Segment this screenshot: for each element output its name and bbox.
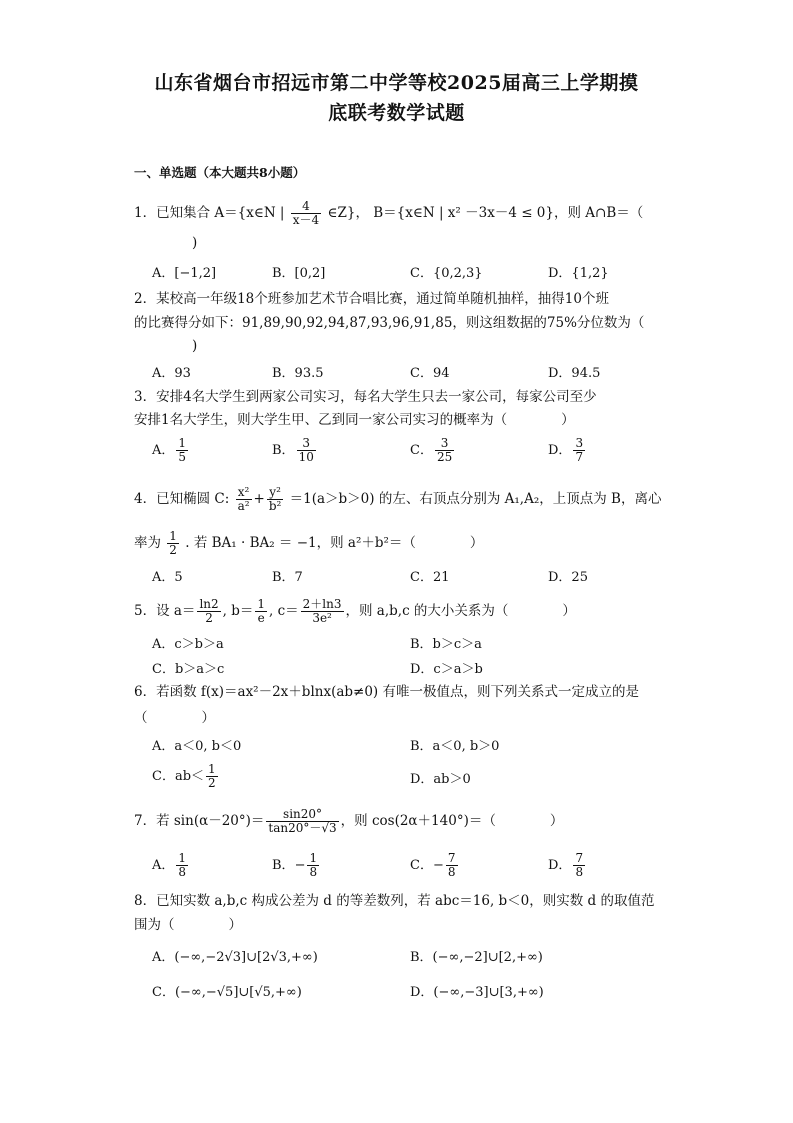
q5-option-d[interactable]: D．c＞a＞b <box>410 662 483 677</box>
q2-option-c[interactable]: C．94 <box>410 366 450 381</box>
q2-option-a[interactable]: A．93 <box>152 366 191 381</box>
q7-option-a[interactable]: A． $\frac{1}{8}$ <box>152 851 187 879</box>
q7-option-b[interactable]: B．− $\frac{1}{8}$ <box>272 851 318 879</box>
q5-option-c[interactable]: C．b＞a＞c <box>152 662 225 677</box>
q4-option-a[interactable]: A．5 <box>152 570 183 585</box>
q1-option-d[interactable]: D．{1,2} <box>548 266 609 281</box>
q5-option-b[interactable]: B．b＞c＞a <box>410 637 482 652</box>
q1-text-a: 1．已知集合 A＝{x∈N | <box>134 205 285 221</box>
q2-option-b[interactable]: B．93.5 <box>272 366 324 381</box>
question-2-line1: 2．某校高一年级18个班参加艺术节合唱比赛，通过简单随机抽样，抽得10个班 <box>134 291 609 307</box>
question-8-line2: 围为（ ） <box>134 917 242 933</box>
question-7-stem: 7．若 sin(α－20°)＝ $\frac{\sin 20^\circ}{\tan 20^\circ-√3}$ ，则 cos(2α＋140°)＝（ ） <box>134 807 564 835</box>
exam-title-line1: 山东省烟台市招远市第二中学等校2025届高三上学期摸 <box>154 72 639 94</box>
q4-option-b[interactable]: B．7 <box>272 570 303 585</box>
q4-option-c[interactable]: C．21 <box>410 570 450 585</box>
q1-option-b[interactable]: B．[0,2] <box>272 266 326 281</box>
q5-option-a[interactable]: A．c＞b＞a <box>152 637 224 652</box>
q3-option-c[interactable]: C． $\frac{3}{25}$ <box>410 436 453 464</box>
question-8-line1: 8．已知实数 a,b,c 构成公差为 d 的等差数列，若 abc＝16, b＜0，则实数 d 的取值范 <box>134 893 655 909</box>
q4-option-d[interactable]: D．25 <box>548 570 588 585</box>
question-4-line2: 率为 $\frac{1}{2}$ . 若 BA₁ · BA₂ ＝ −1，则 a²＋b²＝（ ） <box>134 529 484 557</box>
question-4-line1: 4．已知椭圆 C: $\frac{\text{x²}}{\text{a²}}$ + $\frac{\text{y²}}{\text{b²}}$ ＝1(a＞b＞0) 的左、右顶点分别为 A₁,A₂，上顶点为 B，离心 <box>134 485 662 513</box>
q1-option-c[interactable]: C．{0,2,3} <box>410 266 483 281</box>
q8-option-c[interactable]: C．(−∞,−√5]∪[√5,+∞) <box>152 985 302 1000</box>
q6-option-d[interactable]: D．ab＞0 <box>410 772 471 787</box>
section-heading: 一、单选题（本大题共8小题） <box>134 165 306 180</box>
q8-option-d[interactable]: D．(−∞,−3]∪[3,+∞) <box>410 985 544 1000</box>
q7-option-d[interactable]: D． $\frac{7}{8}$ <box>548 851 584 879</box>
q8-option-a[interactable]: A．(−∞,−2√3]∪[2√3,+∞) <box>152 950 318 965</box>
q8-option-b[interactable]: B．(−∞,−2]∪[2,+∞) <box>410 950 543 965</box>
question-3-line1: 3．安排4名大学生到两家公司实习，每名大学生只去一家公司，每家公司至少 <box>134 389 597 405</box>
q3-option-b[interactable]: B． $\frac{3}{10}$ <box>272 436 314 464</box>
question-5-stem: 5．设 a＝ $\frac{\ln 2}{2}$ , b＝ $\frac{1}{e}$ , c＝ $\frac{2+\ln 3}{\text{3e²}}$ ，则 a,b,c 的大小关系为（ ） <box>134 597 576 625</box>
q3-option-a[interactable]: A． $\frac{1}{5}$ <box>152 436 187 464</box>
q1-fraction: $\frac{4}{x-4}$ <box>292 199 320 227</box>
question-6-line1: 6．若函数 f(x)＝ax²－2x＋blnx(ab≠0) 有唯一极值点，则下列关系式一定成立的是 <box>134 684 639 700</box>
question-6-line2: （ ） <box>134 710 215 726</box>
q6-option-b[interactable]: B．a＜0, b＞0 <box>410 739 500 754</box>
q7-option-c[interactable]: C．− $\frac{7}{8}$ <box>410 851 456 879</box>
q6-option-a[interactable]: A．a＜0, b＜0 <box>152 739 242 754</box>
q1-text-b: ∈Z}， B＝{x∈N | x² －3x－4 ≤ 0}，则 A∩B＝（ <box>327 205 644 221</box>
question-2-line2: 的比赛得分如下：91,89,90,92,94,87,93,96,91,85，则这组数据的75%分位数为（ <box>134 315 645 331</box>
question-1-stem <box>134 200 643 227</box>
q1-option-a[interactable]: A．[−1,2] <box>152 266 217 281</box>
question-1-paren: ) <box>192 235 198 251</box>
q2-option-d[interactable]: D．94.5 <box>548 366 601 381</box>
q6-option-c[interactable]: C．ab＜ $\frac{1}{2}$ <box>152 762 216 790</box>
exam-title-line2: 底联考数学试题 <box>328 102 465 124</box>
q3-option-d[interactable]: D． $\frac{3}{7}$ <box>548 436 584 464</box>
question-2-paren: ) <box>192 338 198 354</box>
question-3-line2: 安排1名大学生，则大学生甲、乙到同一家公司实习的概率为（ ） <box>134 412 575 428</box>
